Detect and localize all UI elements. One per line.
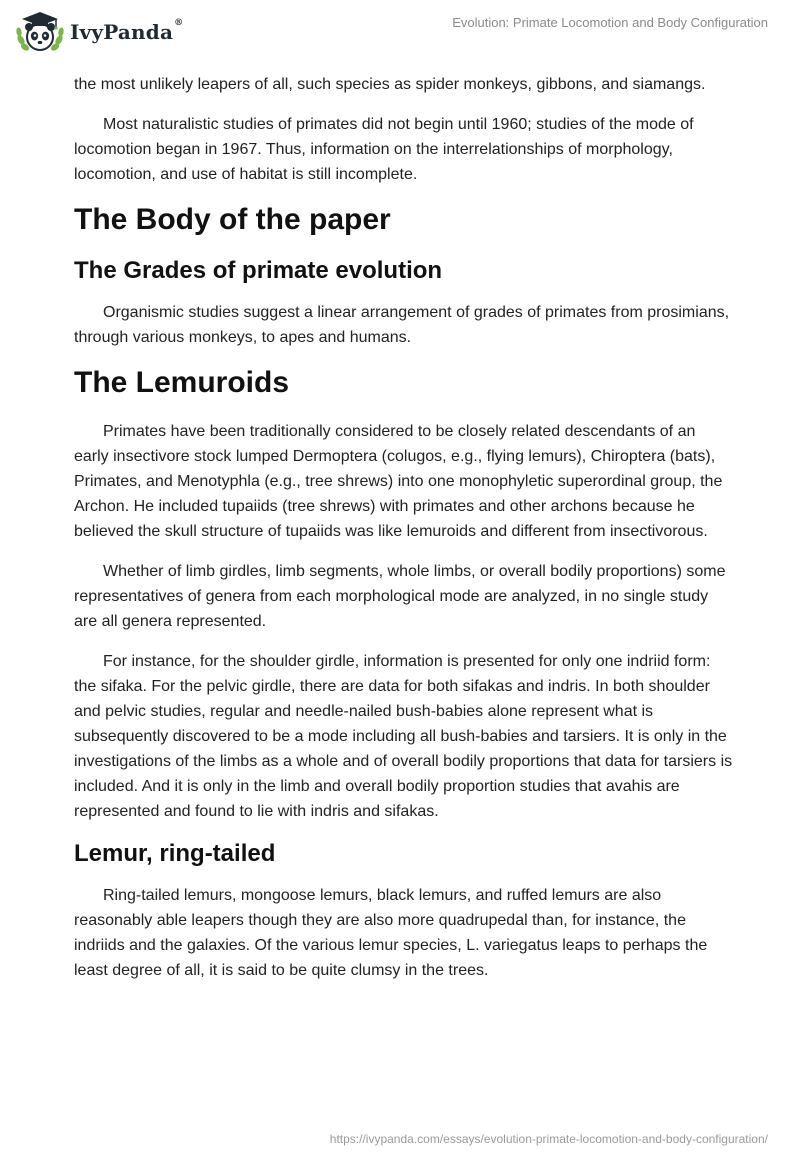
ivypanda-logo[interactable] [14, 8, 183, 56]
essay-content [74, 72, 734, 998]
heading-body-of-paper: The Body of the paper [74, 203, 391, 236]
heading-grades-of-evolution: The Grades of primate evolution [74, 257, 443, 284]
paragraph-lemuroids-3: For instance, for the shoulder girdle, information is presented for only one indriid form: the sifaka. For the pelvic girdle, there are data for both sifakas and indris. In both shoulder and pelvic studies, regular and needle-nailed bush-babies alone represent what is subsequently discovered to be a mode including all bush-babies and tarsiers. It is only in the investigations of the limbs as a whole and of overall bodily proportions that data for tarsiers is included. And it is only in the limb and overall bodily proportion studies that avahis are represented and found to lie with indris and sifakas. [74, 653, 733, 820]
heading-lemur-ring-tailed: Lemur, ring-tailed [74, 840, 276, 867]
panda-graduate-icon [14, 8, 66, 56]
paragraph-intro-continuation: the most unlikely leapers of all, such species as spider monkeys, gibbons, and siamangs. [74, 76, 706, 93]
paragraph-lemuroids-2: Whether of limb girdles, limb segments, whole limbs, or overall bodily proportions) some representatives of genera from each morphological mode are analyzed, in no single study are all genera represented. [74, 563, 726, 630]
source-url-link[interactable]: https://ivypanda.com/essays/evolution-primate-locomotion-and-body-configuration/ [329, 1132, 768, 1146]
paragraph-grades: Organismic studies suggest a linear arrangement of grades of primates from prosimians, through various monkeys, to apes and humans. [74, 304, 730, 346]
paragraph-lemur: Ring-tailed lemurs, mongoose lemurs, black lemurs, and ruffed lemurs are also reasonably able leapers though they are also more quadrupedal than, for instance, the indriids and the galaxies. Of the various lemur species, L. variegatus leaps to perhaps the least degree of all, it is said to be quite clumsy in the trees. [74, 887, 708, 979]
paragraph-lemuroids-1: Primates have been traditionally considered to be closely related descendants of an early insectivore stock lumped Dermoptera (colugos, e.g., flying lemurs), Chiroptera (bats), Primates, and Menotyphla (e.g., tree shrews) into one monophyletic superordinal group, the Archon. He included tupaiids (tree shrews) with primates and other archons because he believed the skull structure of tupaiids was like lemuroids and different from insectivorous. [74, 423, 723, 540]
paragraph-naturalistic-studies: Most naturalistic studies of primates did not begin until 1960; studies of the mode of locomotion began in 1967. Thus, information on the interrelationships of morphology, locomotion, and use of habitat is still incomplete. [74, 116, 694, 183]
heading-lemuroids: The Lemuroids [74, 366, 290, 399]
page-header [0, 0, 800, 64]
document-title: Evolution: Primate Locomotion and Body Configuration [452, 15, 768, 30]
brand-name-text: IvyPanda [70, 20, 174, 44]
registered-mark: ® [174, 18, 184, 28]
brand-name [70, 20, 183, 44]
